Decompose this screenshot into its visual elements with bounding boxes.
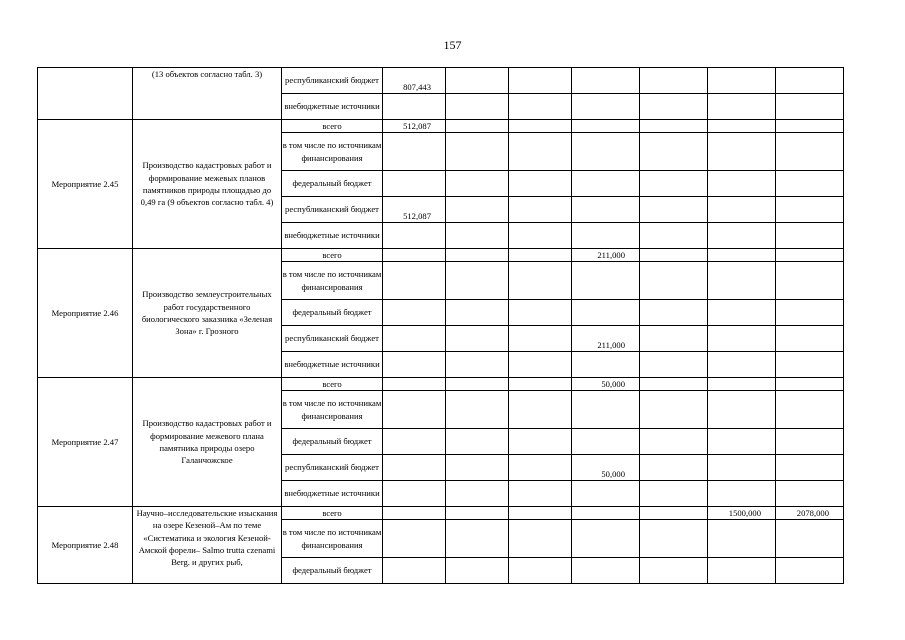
amount-cell	[383, 171, 446, 197]
amount-cell	[708, 171, 776, 197]
amount-cell	[640, 378, 708, 391]
funding-source-label: в том числе по источникам финансирования	[282, 391, 383, 429]
amount-cell	[383, 558, 446, 584]
amount-cell	[383, 300, 446, 326]
funding-source-label: внебюджетные источники	[282, 352, 383, 378]
amount-cell	[446, 120, 509, 133]
amount-cell	[446, 429, 509, 455]
amount-cell	[572, 68, 640, 94]
amount-cell	[446, 68, 509, 94]
amount-cell	[776, 352, 844, 378]
amount-cell	[509, 455, 572, 481]
funding-source-label: внебюджетные источники	[282, 223, 383, 249]
amount-cell	[509, 94, 572, 120]
amount-cell	[776, 262, 844, 300]
amount-cell	[640, 300, 708, 326]
table-row	[38, 120, 844, 133]
amount-cell	[776, 94, 844, 120]
amount-cell	[509, 133, 572, 171]
amount-cell	[509, 326, 572, 352]
amount-cell	[708, 391, 776, 429]
amount-cell	[708, 197, 776, 223]
amount-cell	[708, 262, 776, 300]
amount-cell	[572, 391, 640, 429]
measure-description: Производство кадастровых работ и формирование межевых планов памятников природы площадью до 0,49 га (9 объектов согласно табл. 4)	[133, 120, 282, 249]
amount-cell	[640, 352, 708, 378]
funding-source-label: республиканский бюджет	[282, 197, 383, 223]
amount-cell	[708, 223, 776, 249]
amount-cell	[446, 262, 509, 300]
amount-cell: 2078,000	[776, 507, 844, 520]
amount-cell	[708, 520, 776, 558]
amount-cell	[640, 429, 708, 455]
amount-cell	[708, 133, 776, 171]
amount-cell	[640, 120, 708, 133]
amount-cell	[383, 481, 446, 507]
amount-cell	[446, 520, 509, 558]
measure-description: Производство землеустроительных работ государственного биологического заказника «Зеленая Зона» г. Грозного	[133, 249, 282, 378]
amount-cell	[708, 300, 776, 326]
amount-cell	[383, 249, 446, 262]
amount-cell	[708, 558, 776, 584]
amount-cell	[383, 94, 446, 120]
amount-cell	[776, 378, 844, 391]
measure-name-cell	[38, 68, 133, 120]
amount-cell	[446, 455, 509, 481]
table-row	[38, 507, 844, 520]
amount-cell	[446, 352, 509, 378]
funding-table-body	[38, 68, 844, 584]
amount-cell	[383, 352, 446, 378]
amount-cell	[446, 171, 509, 197]
amount-cell	[776, 68, 844, 94]
funding-source-label: федеральный бюджет	[282, 429, 383, 455]
amount-cell	[509, 520, 572, 558]
amount-cell	[509, 300, 572, 326]
amount-cell	[572, 133, 640, 171]
amount-cell	[509, 223, 572, 249]
amount-cell	[776, 455, 844, 481]
amount-cell	[509, 197, 572, 223]
amount-cell	[509, 68, 572, 94]
funding-source-label: федеральный бюджет	[282, 558, 383, 584]
amount-cell	[708, 352, 776, 378]
amount-cell	[509, 391, 572, 429]
amount-cell: 211,000	[572, 326, 640, 352]
amount-cell	[572, 223, 640, 249]
amount-cell	[572, 429, 640, 455]
amount-cell	[572, 520, 640, 558]
measure-name: Мероприятие 2.45	[38, 120, 133, 249]
amount-cell	[446, 558, 509, 584]
amount-cell	[640, 223, 708, 249]
amount-cell	[383, 429, 446, 455]
amount-cell	[446, 326, 509, 352]
measure-description: Производство кадастровых работ и формирование межевого плана памятника природы озеро Галанчожское	[133, 378, 282, 507]
amount-cell	[509, 429, 572, 455]
funding-source-label: всего	[282, 120, 383, 133]
amount-cell	[708, 120, 776, 133]
amount-cell	[776, 429, 844, 455]
funding-table	[37, 67, 844, 584]
amount-cell	[572, 481, 640, 507]
amount-cell	[446, 133, 509, 171]
amount-cell	[776, 481, 844, 507]
amount-cell	[572, 94, 640, 120]
amount-cell: 211,000	[572, 249, 640, 262]
amount-cell	[776, 300, 844, 326]
funding-source-label: в том числе по источникам финансирования	[282, 262, 383, 300]
amount-cell: 50,000	[572, 378, 640, 391]
amount-cell	[446, 481, 509, 507]
amount-cell	[572, 262, 640, 300]
amount-cell	[776, 249, 844, 262]
amount-cell	[776, 326, 844, 352]
amount-cell	[640, 455, 708, 481]
amount-cell	[776, 223, 844, 249]
amount-cell	[383, 378, 446, 391]
funding-source-label: в том числе по источникам финансирования	[282, 520, 383, 558]
measure-name: Мероприятие 2.48	[38, 507, 133, 584]
amount-cell	[776, 120, 844, 133]
amount-cell	[708, 249, 776, 262]
amount-cell	[509, 249, 572, 262]
amount-cell	[776, 520, 844, 558]
amount-cell	[708, 378, 776, 391]
funding-source-label: всего	[282, 378, 383, 391]
amount-cell	[708, 326, 776, 352]
page-number: 157	[443, 38, 462, 52]
amount-cell	[776, 391, 844, 429]
amount-cell: 50,000	[572, 455, 640, 481]
funding-source-label: внебюджетные источники	[282, 94, 383, 120]
amount-cell	[446, 94, 509, 120]
amount-cell	[640, 391, 708, 429]
amount-cell	[640, 507, 708, 520]
funding-source-label: федеральный бюджет	[282, 300, 383, 326]
amount-cell	[509, 558, 572, 584]
amount-cell	[383, 133, 446, 171]
amount-cell	[640, 197, 708, 223]
funding-source-label: всего	[282, 249, 383, 262]
measure-description: Научно–исследовательские изыскания на озере Кезеной–Ам по теме «Систематика и экология Кезеной-Амской форели– Salmo trutta czenami Berg. и других рыб,	[133, 507, 282, 584]
amount-cell	[383, 507, 446, 520]
amount-cell	[640, 68, 708, 94]
amount-cell	[572, 352, 640, 378]
amount-cell	[640, 94, 708, 120]
amount-cell	[776, 133, 844, 171]
amount-cell	[708, 68, 776, 94]
amount-cell	[446, 378, 509, 391]
funding-source-label: всего	[282, 507, 383, 520]
amount-cell	[383, 262, 446, 300]
amount-cell	[572, 300, 640, 326]
amount-cell	[509, 378, 572, 391]
measure-description: (13 объектов согласно табл. 3)	[133, 68, 282, 120]
amount-cell	[640, 262, 708, 300]
amount-cell	[509, 352, 572, 378]
amount-cell	[509, 481, 572, 507]
amount-cell	[640, 481, 708, 507]
amount-cell: 1500,000	[708, 507, 776, 520]
amount-cell	[572, 507, 640, 520]
amount-cell	[776, 558, 844, 584]
amount-cell: 512,087	[383, 120, 446, 133]
amount-cell	[640, 558, 708, 584]
measure-name: Мероприятие 2.46	[38, 249, 133, 378]
amount-cell	[572, 120, 640, 133]
amount-cell	[446, 223, 509, 249]
table-row	[38, 68, 844, 94]
amount-cell	[572, 197, 640, 223]
funding-source-label: республиканский бюджет	[282, 68, 383, 94]
amount-cell	[383, 223, 446, 249]
amount-cell	[446, 300, 509, 326]
funding-source-label: республиканский бюджет	[282, 326, 383, 352]
amount-cell	[383, 326, 446, 352]
table-row	[38, 378, 844, 391]
amount-cell	[446, 197, 509, 223]
amount-cell: 807,443	[383, 68, 446, 94]
amount-cell	[446, 391, 509, 429]
measure-name: Мероприятие 2.47	[38, 378, 133, 507]
amount-cell	[446, 249, 509, 262]
amount-cell	[708, 455, 776, 481]
funding-source-label: в том числе по источникам финансирования	[282, 133, 383, 171]
amount-cell	[383, 520, 446, 558]
amount-cell	[776, 197, 844, 223]
amount-cell	[776, 171, 844, 197]
funding-source-label: республиканский бюджет	[282, 455, 383, 481]
amount-cell	[640, 249, 708, 262]
amount-cell	[509, 171, 572, 197]
amount-cell	[383, 391, 446, 429]
amount-cell	[640, 171, 708, 197]
amount-cell	[572, 558, 640, 584]
amount-cell	[572, 171, 640, 197]
amount-cell	[383, 455, 446, 481]
amount-cell	[509, 262, 572, 300]
amount-cell	[509, 120, 572, 133]
amount-cell	[708, 481, 776, 507]
amount-cell	[708, 429, 776, 455]
amount-cell	[640, 133, 708, 171]
amount-cell	[446, 507, 509, 520]
amount-cell	[708, 94, 776, 120]
amount-cell	[509, 507, 572, 520]
amount-cell: 512,087	[383, 197, 446, 223]
funding-source-label: федеральный бюджет	[282, 171, 383, 197]
amount-cell	[640, 326, 708, 352]
table-row	[38, 249, 844, 262]
funding-source-label: внебюджетные источники	[282, 481, 383, 507]
amount-cell	[640, 520, 708, 558]
